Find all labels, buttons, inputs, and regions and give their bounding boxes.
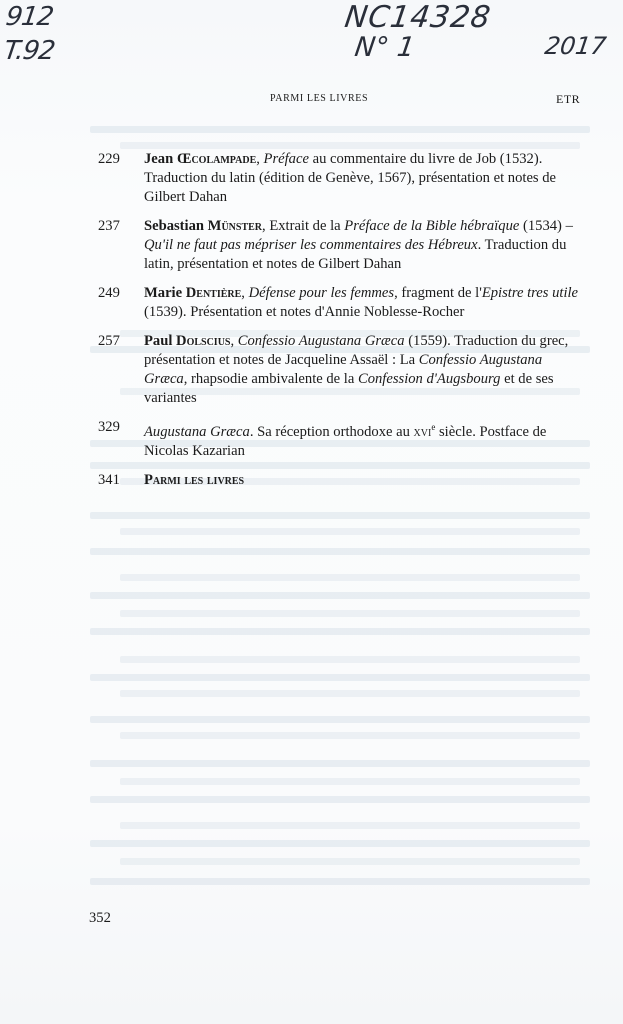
toc-author bbox=[144, 285, 241, 301]
toc-text-part: (1539). Présentation et notes d'Annie Noblesse-Rocher bbox=[144, 304, 465, 320]
toc-entry bbox=[98, 217, 588, 274]
toc-entry bbox=[98, 418, 588, 461]
toc-author-first-name: Marie bbox=[144, 285, 186, 301]
toc-entry-text bbox=[144, 151, 556, 205]
toc-text-part: Préface bbox=[263, 151, 309, 167]
toc-entry-text bbox=[144, 333, 568, 406]
toc-text-part: . Sa réception orthodoxe au bbox=[249, 423, 414, 440]
toc-author bbox=[144, 333, 230, 349]
toc-entry bbox=[98, 150, 588, 207]
toc-text-part: Parmi les livres bbox=[144, 471, 245, 488]
toc-text-part: , rhapsodie ambivalente de la bbox=[183, 371, 358, 387]
toc-entry bbox=[98, 332, 588, 408]
toc-text-part: , Extrait de la bbox=[262, 218, 345, 234]
handwritten-shelf-mark-line1: 912 bbox=[3, 2, 55, 32]
toc-text-part: Préface de la Bible hébraïque bbox=[344, 218, 520, 234]
toc-author-first-name: Sebastian bbox=[144, 218, 208, 234]
toc-page-number: 237 bbox=[98, 218, 120, 234]
toc-text-part: , bbox=[241, 285, 249, 301]
toc-text-part: , fragment de l' bbox=[394, 285, 482, 301]
toc-text-part: Défense pour les femmes bbox=[248, 285, 395, 301]
toc-text-part: (1559). Traduction du grec, présentation et notes de Jacqueline Assaël : La bbox=[144, 333, 569, 368]
toc-entry-text bbox=[144, 285, 578, 320]
toc-author bbox=[144, 218, 262, 234]
toc-page-number: 257 bbox=[98, 333, 120, 349]
toc-author-first-name: Paul bbox=[144, 333, 177, 349]
toc-text-part: et de ses variantes bbox=[144, 371, 554, 406]
toc-author-last-name: Münster bbox=[207, 218, 263, 234]
page-number: 352 bbox=[89, 910, 111, 926]
toc-text-part: Epistre tres utile bbox=[481, 285, 579, 301]
toc-text-part: e bbox=[431, 422, 436, 432]
toc-page-number: 329 bbox=[98, 419, 120, 435]
toc-author-last-name: Dolscius bbox=[176, 333, 231, 349]
toc-text-part: siècle. Postface de Nicolas Kazarian bbox=[144, 423, 547, 459]
toc-entry-text bbox=[144, 424, 546, 459]
running-head: PARMI LES LIVRES bbox=[270, 93, 369, 104]
toc-text-part: (1534) – bbox=[519, 218, 573, 234]
toc-text-part: Confessio Augustana Græca bbox=[237, 333, 405, 349]
toc-author bbox=[144, 151, 256, 167]
toc-text-part: Qu'il ne faut pas mépriser les commentaires des Hébreux bbox=[144, 237, 478, 253]
toc-text-part: Confession d'Augsbourg bbox=[357, 371, 501, 387]
handwritten-shelf-mark-line2: T.92 bbox=[1, 36, 57, 66]
toc-entry-text bbox=[144, 472, 244, 488]
toc-entry bbox=[98, 284, 588, 322]
toc-author-first-name: Jean bbox=[144, 151, 177, 167]
toc-text-part: Augustana Græca bbox=[144, 423, 250, 440]
handwritten-call-number: NC14328 bbox=[342, 0, 494, 35]
toc-text-part: Confessio Augustana Græca bbox=[144, 352, 543, 387]
toc-text-part: xvi bbox=[413, 423, 432, 440]
toc-page-number: 249 bbox=[98, 285, 120, 301]
toc-entry-text bbox=[144, 218, 573, 272]
toc-text-part: , bbox=[230, 333, 238, 349]
toc-page-number: 341 bbox=[98, 471, 120, 488]
toc-author-last-name: Dentière bbox=[185, 285, 242, 301]
toc-author-last-name: Œcolampade bbox=[176, 151, 257, 167]
toc-entry bbox=[98, 471, 588, 490]
toc-text-part: , bbox=[256, 151, 264, 167]
table-of-contents bbox=[98, 150, 588, 500]
toc-text-part: au commentaire du livre de Job (1532). Traduction du latin (édition de Genève, 1567), présentation et notes de Gilbert Dahan bbox=[144, 151, 557, 205]
running-head-right-mark: ETR bbox=[556, 92, 581, 106]
handwritten-volume-number: N° 1 bbox=[352, 32, 417, 63]
handwritten-year: 2017 bbox=[543, 32, 609, 60]
toc-text-part: . Traduction du latin, présentation et notes de Gilbert Dahan bbox=[144, 237, 567, 272]
toc-page-number: 229 bbox=[98, 151, 120, 167]
